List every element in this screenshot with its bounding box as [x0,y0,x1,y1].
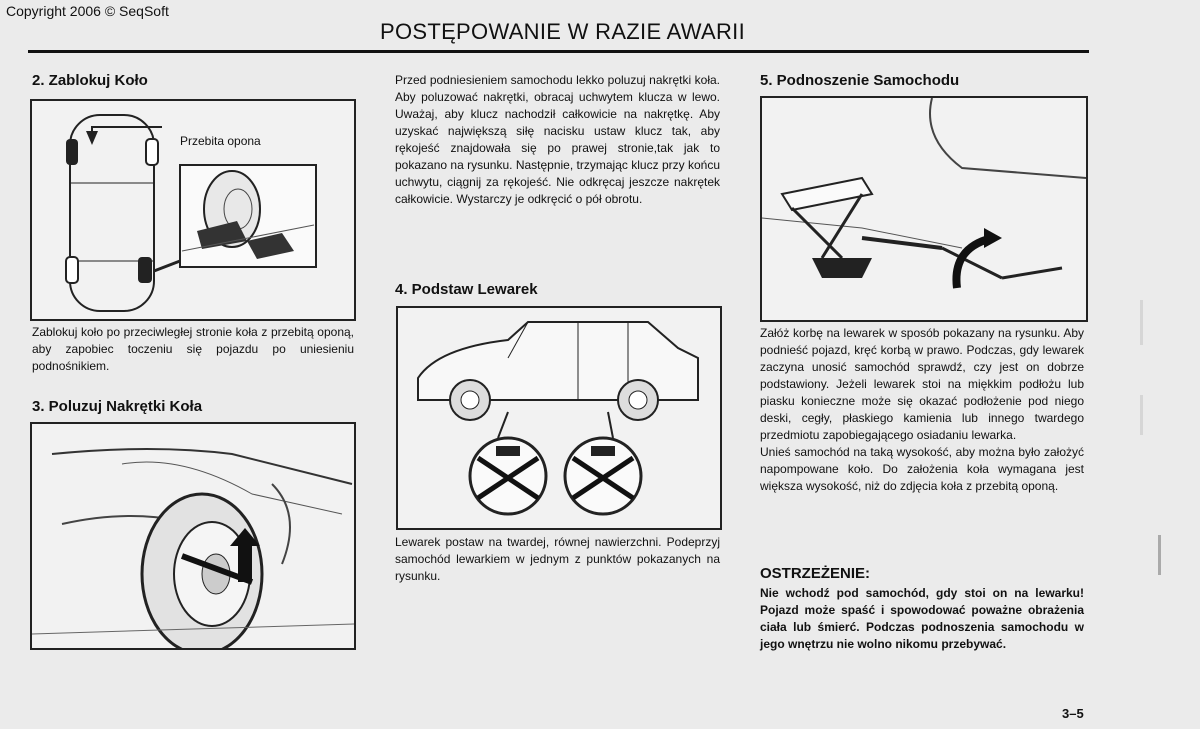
section-2-text: Zablokuj koło po przeciwległej stronie koła z przebitą oponą, aby zapobiec toczeniu się pojazdu po uniesieniu podnośnikiem. [32,325,354,373]
page-number: 3–5 [1062,706,1084,721]
warning-text: Nie wchodź pod samochód, gdy stoi on na lewarku! Pojazd może spaść i spowodować poważne obrażenia ciała lub śmierć. Podczas podnoszenia samochodu w jego wnętrzu nie wolno nikomu przebywać. [760,586,1084,651]
loosen-nuts-illustration [32,424,354,648]
bleed-mark [1140,300,1143,345]
section-5-text-2: Unieś samochód na taką wysokość, aby można było założyć napompowane koło. Do założenia koła wymagana jest większa wysokość, niż do zdjęcia koła z przebitą oponą. [760,445,1084,493]
heading-zablokuj-kolo: 2. Zablokuj Koło [32,72,148,89]
figure-jack-points [396,306,722,530]
callout-label: Przebita opona [180,134,261,148]
title-rule [28,50,1089,53]
figure-loosen-nuts [30,422,356,650]
page-title: POSTĘPOWANIE W RAZIE AWARII [379,19,746,44]
section-5-text: Załóż korbę na lewarek w sposób pokazany na rysunku. Aby podnieść pojazd, kręć korbą w prawo. Podczas, gdy lewarek zaczyna unosić samochód sprawdź, czy jest on dobrze podstawiony. Jeżeli lewarek stoi na miękkim podłożu lub piasku konieczne może się okazać podłożenie pod niego deski, cegły, płaskiego kamienia lub innego twardego przedmiotu zapobiegającego osiadaniu lewarka. [760,326,1084,442]
section-2-heading [32,72,148,89]
warning-heading: OSTRZEŻENIE: [760,565,871,582]
bleed-mark [1140,395,1143,435]
heading-podnoszenie-samochodu: 5. Podnoszenie Samochodu [760,72,960,89]
section-4-text: Lewarek postaw na twardej, równej nawierzchni. Podeprzyj samochód lewarkiem w jednym z punktów pokazanych na rysunku. [395,535,720,583]
bleed-mark [1158,535,1161,575]
figure-raise-car [760,96,1088,322]
figure-wheel-block [30,99,356,321]
section-3-text: Przed podniesieniem samochodu lekko poluzuj nakrętki koła. Aby poluzować nakrętki, obracaj uchwytem klucza w lewo. Uważaj, aby klucz nachodził całkowicie na nakrętkę. Aby uzyskać największą siłę nacisku ustaw klucz tak, aby rękojeść znajdowała się po prawej stronie,tak jak to pokazano na rysunku. Następnie, trzymając klucz przy końcu uchwytu, ciągnij za rękojeść. Nie odkręcaj jeszcze nakrętek całkowicie. Wystarczy je odkręcić o pół obrotu. [395,73,720,206]
heading-poluzuj-nakretki: 3. Poluzuj Nakrętki Koła [32,398,203,415]
jack-points-illustration [398,308,720,528]
copyright-notice: Copyright 2006 © SeqSoft [6,3,169,19]
heading-podstaw-lewarek: 4. Podstaw Lewarek [395,281,538,298]
raise-car-illustration [762,98,1086,320]
wheel-block-illustration [32,101,354,319]
